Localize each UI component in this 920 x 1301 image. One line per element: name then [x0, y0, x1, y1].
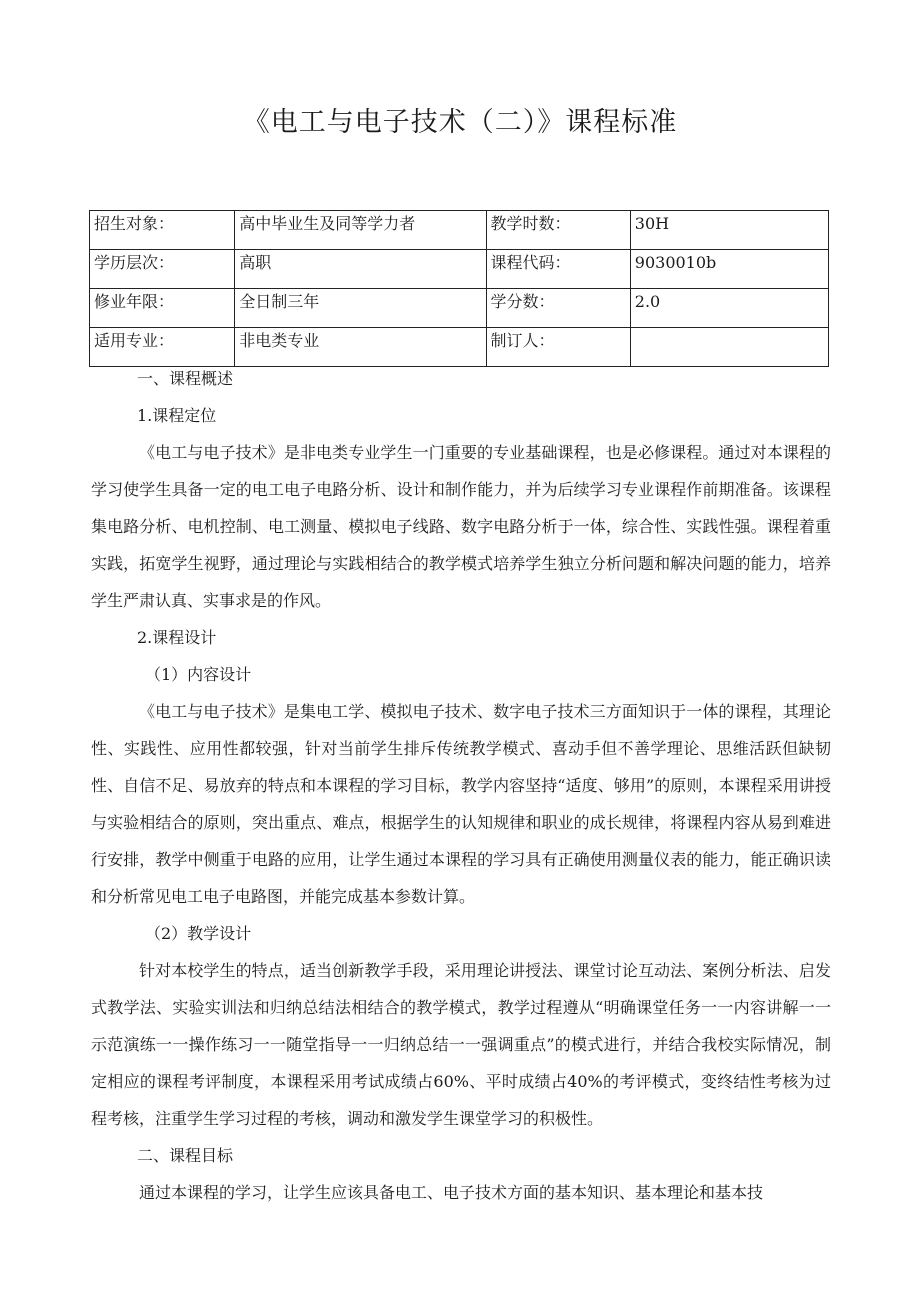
value-level: 高职 [235, 250, 486, 289]
value-course-code: 9030010b [630, 250, 828, 289]
subheading-content-design: （1）内容设计 [145, 665, 252, 684]
paragraph-teaching-design: 针对本校学生的特点，适当创新教学手段，采用理论讲授法、课堂讨论互动法、案例分析法、启发式教学法、实验实训法和归纳总结法相结合的教学模式，教学过程遵从“明确课堂任务一一内容讲解一一示范演练一一操作练习一一随堂指导一一归纳总结一一强调重点”的模式进行，并结合我校实际情况，制定相应的课程考评制度，本课程采用考试成绩占60%、平时成绩占40%的考评模式，变终结性考核为过程考核，注重学生学习过程的考核，调动和激发学生课堂学习的积极性。 [91, 961, 831, 1128]
paragraph-objectives: 通过本课程的学习，让学生应该具备电工、电子技术方面的基本知识、基本理论和基本技 [139, 1183, 764, 1202]
label-author: 制订人： [486, 328, 630, 367]
paragraph-content-design: 《电工与电子技术》是集电工学、模拟电子技术、数字电子技术三方面知识于一体的课程，其理论性、实践性、应用性都较强，针对当前学生排斥传统教学模式、喜动手但不善学理论、思维活跃但缺韧性、自信不足、易放弃的特点和本课程的学习目标，教学内容坚持“适度、够用”的原则，本课程采用讲授与实验相结合的原则，突出重点、难点，根据学生的认知规律和职业的成长规律，将课程内容从易到难进行安排，教学中侧重于电路的应用，让学生通过本课程的学习具有正确使用测量仪表的能力，能正确识读和分析常见电工电子电路图，并能完成基本参数计算。 [91, 702, 831, 906]
document-title: 《电工与电子技术（二）》课程标准 [242, 107, 678, 138]
value-major: 非电类专业 [235, 328, 486, 367]
label-credits: 学分数： [486, 289, 630, 328]
table-row [90, 211, 829, 250]
document-body [91, 360, 831, 1211]
value-credits: 2.0 [630, 289, 828, 328]
section-heading-overview: 一、课程概述 [137, 369, 234, 388]
label-duration: 修业年限： [90, 289, 235, 328]
table-row [90, 289, 829, 328]
course-info-table [89, 210, 829, 367]
label-course-code: 课程代码： [486, 250, 630, 289]
label-enrollment: 招生对象： [90, 211, 235, 250]
subheading-teaching-design: （2）教学设计 [145, 924, 252, 943]
label-hours: 教学时数： [486, 211, 630, 250]
value-hours: 30H [630, 211, 828, 250]
label-major: 适用专业： [90, 328, 235, 367]
subheading-course-positioning: 1.课程定位 [137, 406, 217, 425]
table-row [90, 250, 829, 289]
section-heading-objectives: 二、课程目标 [137, 1146, 234, 1165]
subheading-course-design: 2.课程设计 [137, 628, 217, 647]
label-level: 学历层次： [90, 250, 235, 289]
value-duration: 全日制三年 [235, 289, 486, 328]
value-enrollment: 高中毕业生及同等学力者 [235, 211, 486, 250]
paragraph-course-positioning: 《电工与电子技术》是非电类专业学生一门重要的专业基础课程，也是必修课程。通过对本课程的学习使学生具备一定的电工电子电路分析、设计和制作能力，并为后续学习专业课程作前期准备。该课程集电路分析、电机控制、电工测量、模拟电子线路、数字电路分析于一体，综合性、实践性强。课程着重实践，拓宽学生视野，通过理论与实践相结合的教学模式培养学生独立分析问题和解决问题的能力，培养学生严肃认真、实事求是的作风。 [91, 443, 831, 610]
